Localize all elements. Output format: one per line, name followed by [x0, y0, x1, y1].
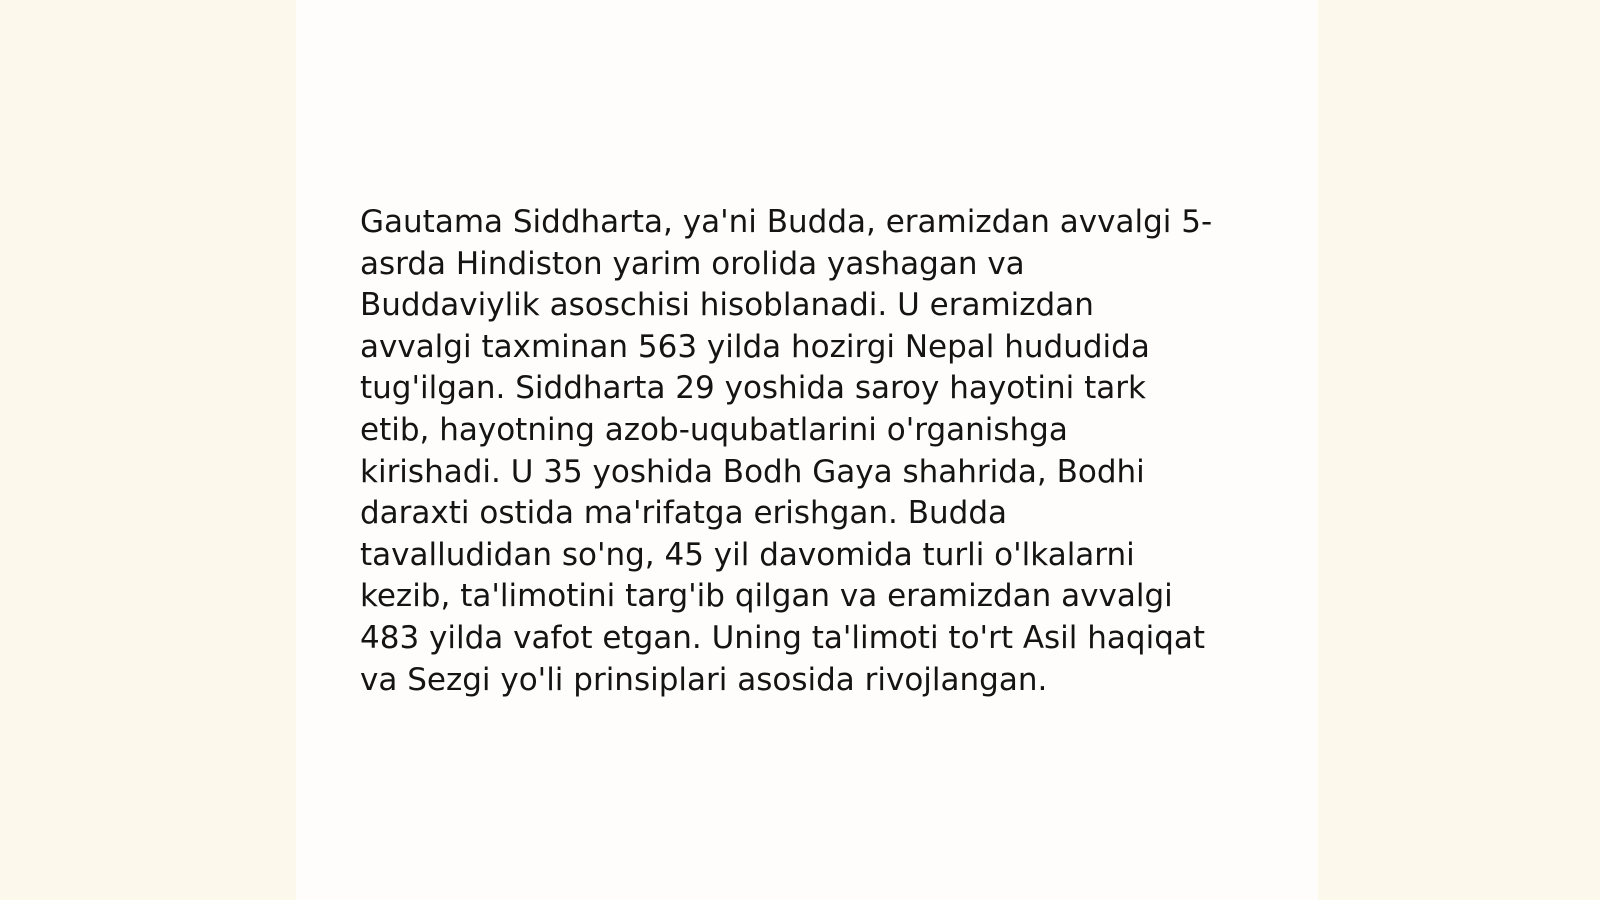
paragraph-line: avvalgi taxminan 563 yilda hozirgi Nepal hududida [360, 328, 1150, 365]
paragraph-line: daraxti ostida ma'rifatga erishgan. Budda [360, 495, 1007, 532]
body-paragraph [360, 202, 1250, 701]
paragraph-line: kezib, ta'limotini targ'ib qilgan va eramizdan avvalgi [360, 578, 1173, 615]
paragraph-line: va Sezgi yo'li prinsiplari asosida rivojlangan. [360, 661, 1048, 698]
paragraph-line: tug'ilgan. Siddharta 29 yoshida saroy hayotini tark [360, 370, 1146, 407]
document-sheet [296, 0, 1318, 900]
paragraph-line: kirishadi. U 35 yoshida Bodh Gaya shahrida, Bodhi [360, 453, 1145, 490]
paragraph-line: Gautama Siddharta, ya'ni Budda, eramizdan avvalgi 5- [360, 204, 1213, 240]
paragraph-line: etib, hayotning azob-uqubatlarini o'rganishga [360, 411, 1068, 448]
paragraph-line: asrda Hindiston yarim orolida yashagan va [360, 245, 1025, 282]
paragraph-line: Buddaviylik asoschisi hisoblanadi. U eramizdan [360, 287, 1094, 324]
paragraph-line: 483 yilda vafot etgan. Uning ta'limoti to'rt Asil haqiqat [360, 619, 1206, 656]
paragraph-line: tavalludidan so'ng, 45 yil davomida turli o'lkalarni [360, 536, 1135, 573]
